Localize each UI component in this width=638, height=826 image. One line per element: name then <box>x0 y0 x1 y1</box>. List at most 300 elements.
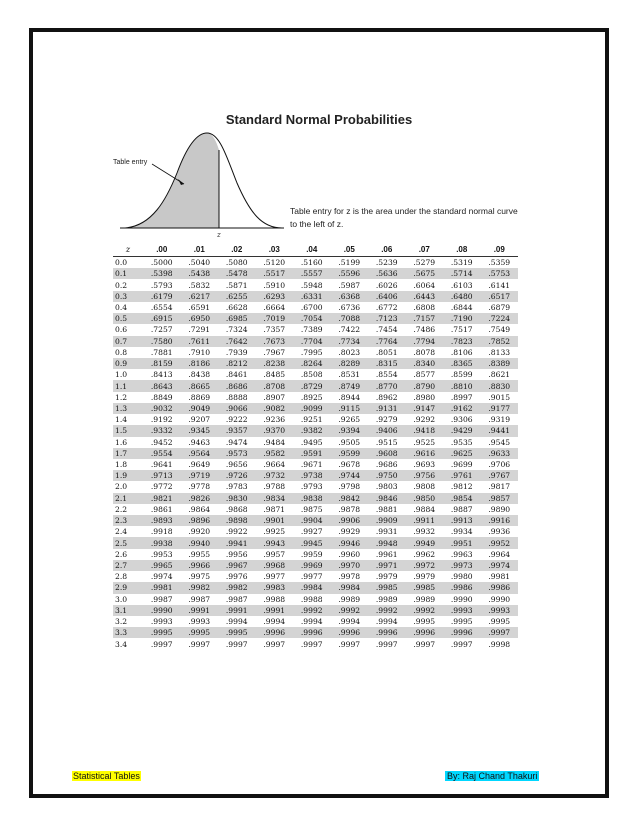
probability-cell: .9997 <box>225 639 248 649</box>
table-row <box>113 605 518 616</box>
probability-cell: .6554 <box>150 302 173 312</box>
z-value-cell: 0.9 <box>113 358 143 369</box>
probability-cell: .5675 <box>406 268 444 279</box>
table-row <box>113 470 518 481</box>
column-header: .05 <box>331 242 369 257</box>
probability-cell: .6772 <box>375 302 398 312</box>
probability-cell: .5832 <box>188 280 211 290</box>
probability-cell: .9713 <box>143 470 181 481</box>
table-row <box>113 313 518 324</box>
probability-cell: .9846 <box>368 493 406 504</box>
probability-cell: .9625 <box>443 448 481 459</box>
probability-cell: .7764 <box>368 336 406 347</box>
probability-cell: .9049 <box>181 403 219 414</box>
probability-cell: .6808 <box>413 302 436 312</box>
probability-cell: .9750 <box>368 470 406 481</box>
probability-cell: .5120 <box>263 258 286 268</box>
probability-cell: .9936 <box>488 527 511 537</box>
table-caption <box>290 205 590 231</box>
probability-cell: .8944 <box>338 392 361 402</box>
probability-cell: .9726 <box>218 470 256 481</box>
probability-cell: .8577 <box>413 370 436 380</box>
probability-cell: .9719 <box>181 470 219 481</box>
probability-cell: .8485 <box>263 370 286 380</box>
probability-cell: .9898 <box>218 515 256 526</box>
probability-cell: .9977 <box>263 572 286 582</box>
probability-cell: .7324 <box>225 325 248 335</box>
z-value-cell: 1.4 <box>115 415 128 425</box>
probability-cell: .9992 <box>331 605 369 616</box>
table-row <box>113 324 518 335</box>
probability-cell: .9279 <box>375 415 398 425</box>
probability-cell: .7910 <box>188 347 211 357</box>
probability-cell: .9535 <box>450 437 473 447</box>
column-header: .01 <box>181 242 219 257</box>
probability-cell: .9990 <box>488 594 511 604</box>
probability-cell: .9881 <box>375 504 398 514</box>
table-row <box>113 279 518 290</box>
probability-cell: .9901 <box>256 515 294 526</box>
probability-cell: .9842 <box>331 493 369 504</box>
probability-cell: .7642 <box>218 336 256 347</box>
probability-cell: .9994 <box>300 617 323 627</box>
probability-cell: .9830 <box>218 493 256 504</box>
z-value-cell: 1.7 <box>113 448 143 459</box>
probability-cell: .9693 <box>413 460 436 470</box>
probability-cell: .9962 <box>413 549 436 559</box>
probability-cell: .9964 <box>488 549 511 559</box>
table-row <box>113 493 518 504</box>
column-header: .06 <box>368 242 406 257</box>
table-row <box>113 627 518 638</box>
probability-cell: .9977 <box>300 572 323 582</box>
probability-cell: .9995 <box>218 627 256 638</box>
table-row <box>113 302 518 313</box>
probability-cell: .9608 <box>368 448 406 459</box>
probability-cell: .9793 <box>300 482 323 492</box>
probability-cell: .7852 <box>481 336 519 347</box>
probability-cell: .9981 <box>488 572 511 582</box>
probability-cell: .7517 <box>450 325 473 335</box>
probability-cell: .9306 <box>450 415 473 425</box>
probability-cell: .9738 <box>293 470 331 481</box>
table-row <box>113 425 518 436</box>
probability-cell: .9920 <box>188 527 211 537</box>
probability-cell: .9992 <box>368 605 406 616</box>
probability-cell: .9951 <box>443 537 481 548</box>
probability-cell: .5040 <box>188 258 211 268</box>
probability-cell: .9998 <box>488 639 511 649</box>
probability-cell: .6368 <box>331 291 369 302</box>
probability-cell: .9515 <box>375 437 398 447</box>
probability-cell: .5319 <box>450 258 473 268</box>
probability-cell: .9980 <box>450 572 473 582</box>
z-value-cell: 2.3 <box>113 515 143 526</box>
probability-cell: .6480 <box>443 291 481 302</box>
table-row <box>113 414 518 425</box>
table-row <box>113 594 518 605</box>
probability-cell: .9959 <box>300 549 323 559</box>
probability-cell: .5398 <box>143 268 181 279</box>
table-row <box>113 291 518 302</box>
probability-cell: .9066 <box>218 403 256 414</box>
probability-cell: .9983 <box>256 582 294 593</box>
probability-cell: .9925 <box>263 527 286 537</box>
probability-cell: .8830 <box>481 380 519 391</box>
probability-cell: .9993 <box>188 617 211 627</box>
z-value-cell: 2.2 <box>115 504 128 514</box>
probability-cell: .9808 <box>413 482 436 492</box>
probability-cell: .9988 <box>300 594 323 604</box>
probability-cell: .9968 <box>256 560 294 571</box>
probability-cell: .9986 <box>443 582 481 593</box>
z-column-header: z <box>113 242 143 257</box>
z-value-cell: 0.0 <box>115 258 128 268</box>
probability-cell: .9961 <box>375 549 398 559</box>
probability-cell: .9207 <box>188 415 211 425</box>
probability-cell: .9929 <box>338 527 361 537</box>
table-row <box>113 380 518 391</box>
probability-cell: .6103 <box>450 280 473 290</box>
z-value-cell: 2.8 <box>115 572 128 582</box>
probability-cell: .9993 <box>443 605 481 616</box>
probability-cell: .9633 <box>481 448 519 459</box>
column-header: .00 <box>143 242 181 257</box>
probability-cell: .9989 <box>375 594 398 604</box>
z-value-cell: 2.6 <box>115 549 128 559</box>
probability-cell: .5199 <box>338 258 361 268</box>
probability-cell: .9987 <box>150 594 173 604</box>
probability-cell: .7881 <box>150 347 173 357</box>
probability-cell: .7224 <box>481 313 519 324</box>
z-value-cell: 1.0 <box>115 370 128 380</box>
probability-cell: .9997 <box>300 639 323 649</box>
z-value-cell: 1.8 <box>115 460 128 470</box>
probability-cell: .7673 <box>256 336 294 347</box>
table-row <box>113 582 518 593</box>
probability-cell: .8264 <box>293 358 331 369</box>
probability-cell: .9997 <box>150 639 173 649</box>
probability-cell: .9978 <box>338 572 361 582</box>
probability-cell: .5080 <box>225 258 248 268</box>
probability-cell: .5714 <box>443 268 481 279</box>
z-value-cell: 0.8 <box>115 347 128 357</box>
probability-cell: .9664 <box>263 460 286 470</box>
probability-cell: .9032 <box>143 403 181 414</box>
probability-cell: .9772 <box>150 482 173 492</box>
probability-cell: .9982 <box>218 582 256 593</box>
table-row <box>113 459 518 470</box>
caption-line-1: Table entry for z is the area under the standard normal curve <box>290 206 518 216</box>
normal-curve-figure <box>112 128 287 240</box>
probability-cell: .8849 <box>150 392 173 402</box>
probability-cell: .7190 <box>443 313 481 324</box>
probability-cell: .9967 <box>218 560 256 571</box>
probability-cell: .5987 <box>338 280 361 290</box>
table-row <box>113 537 518 548</box>
probability-cell: .7422 <box>338 325 361 335</box>
probability-cell: .9996 <box>368 627 406 638</box>
probability-cell: .9706 <box>488 460 511 470</box>
probability-cell: .9997 <box>450 639 473 649</box>
probability-cell: .8212 <box>218 358 256 369</box>
probability-cell: .7357 <box>263 325 286 335</box>
probability-cell: .7939 <box>225 347 248 357</box>
probability-cell: .5279 <box>413 258 436 268</box>
probability-cell: .9861 <box>150 504 173 514</box>
probability-cell: .6879 <box>488 302 511 312</box>
probability-cell: .9744 <box>331 470 369 481</box>
probability-cell: .9131 <box>368 403 406 414</box>
probability-cell: .9147 <box>406 403 444 414</box>
probability-cell: .9941 <box>218 537 256 548</box>
probability-cell: .8770 <box>368 380 406 391</box>
probability-cell: .9788 <box>263 482 286 492</box>
probability-cell: .7257 <box>150 325 173 335</box>
probability-cell: .9429 <box>443 425 481 436</box>
probability-cell: .8340 <box>406 358 444 369</box>
z-value-cell: 1.6 <box>115 437 128 447</box>
probability-cell: .5000 <box>150 258 173 268</box>
probability-cell: .9236 <box>263 415 286 425</box>
probability-cell: .8106 <box>450 347 473 357</box>
z-value-cell: 3.0 <box>115 594 128 604</box>
probability-cell: .9871 <box>263 504 286 514</box>
probability-cell: .8888 <box>225 392 248 402</box>
probability-cell: .9997 <box>413 639 436 649</box>
probability-cell: .8389 <box>481 358 519 369</box>
probability-cell: .9162 <box>443 403 481 414</box>
z-value-cell: 0.3 <box>113 291 143 302</box>
probability-cell: .9945 <box>293 537 331 548</box>
probability-cell: .9854 <box>443 493 481 504</box>
probability-cell: .8686 <box>218 380 256 391</box>
probability-cell: .9756 <box>406 470 444 481</box>
probability-cell: .9222 <box>225 415 248 425</box>
probability-cell: .8051 <box>375 347 398 357</box>
probability-cell: .7549 <box>488 325 511 335</box>
probability-cell: .6026 <box>375 280 398 290</box>
probability-cell: .9699 <box>450 460 473 470</box>
probability-cell: .9474 <box>225 437 248 447</box>
probability-cell: .9826 <box>181 493 219 504</box>
probability-cell: .9976 <box>225 572 248 582</box>
probability-cell: .9904 <box>293 515 331 526</box>
table-row <box>113 549 518 560</box>
caption-line-2: to the left of z. <box>290 219 344 229</box>
probability-cell: .9995 <box>413 617 436 627</box>
probability-cell: .9251 <box>300 415 323 425</box>
probability-cell: .9997 <box>188 639 211 649</box>
probability-cell: .7823 <box>443 336 481 347</box>
table-row <box>113 392 518 403</box>
probability-cell: .7967 <box>263 347 286 357</box>
probability-cell: .9911 <box>406 515 444 526</box>
probability-cell: .9803 <box>375 482 398 492</box>
probability-cell: .9452 <box>150 437 173 447</box>
table-row <box>113 571 518 582</box>
probability-cell: .8980 <box>413 392 436 402</box>
probability-cell: .9878 <box>338 504 361 514</box>
z-value-cell: 3.4 <box>115 639 128 649</box>
probability-cell: .9990 <box>450 594 473 604</box>
probability-cell: .9981 <box>143 582 181 593</box>
probability-cell: .9969 <box>293 560 331 571</box>
probability-cell: .9932 <box>413 527 436 537</box>
probability-cell: .9573 <box>218 448 256 459</box>
probability-cell: .8554 <box>375 370 398 380</box>
probability-cell: .9972 <box>406 560 444 571</box>
z-value-cell: 0.4 <box>115 302 128 312</box>
probability-cell: .5910 <box>263 280 286 290</box>
entry-label: Table entry <box>113 159 148 166</box>
probability-cell: .8621 <box>488 370 511 380</box>
probability-cell: .9956 <box>225 549 248 559</box>
probability-cell: .9319 <box>488 415 511 425</box>
probability-cell: .9988 <box>263 594 286 604</box>
probability-cell: .9985 <box>406 582 444 593</box>
probability-cell: .9975 <box>188 572 211 582</box>
probability-cell: .8531 <box>338 370 361 380</box>
column-header: .03 <box>256 242 294 257</box>
z-value-cell: 0.6 <box>115 325 128 335</box>
probability-cell: .8365 <box>443 358 481 369</box>
z-value-cell: 1.1 <box>113 380 143 391</box>
probability-cell: .6064 <box>413 280 436 290</box>
probability-cell: .9265 <box>338 415 361 425</box>
probability-cell: .8438 <box>188 370 211 380</box>
column-header: .04 <box>293 242 331 257</box>
probability-cell: .9986 <box>481 582 519 593</box>
table-row <box>113 347 518 358</box>
probability-cell: .9783 <box>225 482 248 492</box>
probability-cell: .8078 <box>413 347 436 357</box>
z-value-cell: 3.3 <box>113 627 143 638</box>
probability-cell: .9995 <box>181 627 219 638</box>
probability-cell: .6664 <box>263 302 286 312</box>
z-value-cell: 1.9 <box>113 470 143 481</box>
probability-cell: .9979 <box>375 572 398 582</box>
probability-cell: .8289 <box>331 358 369 369</box>
probability-cell: .8599 <box>450 370 473 380</box>
probability-cell: .9994 <box>338 617 361 627</box>
probability-cell: .9974 <box>150 572 173 582</box>
probability-cell: .8749 <box>331 380 369 391</box>
probability-cell: .9965 <box>143 560 181 571</box>
probability-cell: .7291 <box>188 325 211 335</box>
probability-cell: .9993 <box>150 617 173 627</box>
probability-cell: .5160 <box>300 258 323 268</box>
probability-cell: .9997 <box>375 639 398 649</box>
probability-cell: .9996 <box>331 627 369 638</box>
z-value-cell: 2.7 <box>113 560 143 571</box>
probability-cell: .8133 <box>488 347 511 357</box>
probability-cell: .9989 <box>338 594 361 604</box>
probability-cell: .9732 <box>256 470 294 481</box>
z-value-cell: 1.3 <box>113 403 143 414</box>
probability-cell: .9678 <box>338 460 361 470</box>
probability-cell: .9406 <box>368 425 406 436</box>
probability-cell: .8997 <box>450 392 473 402</box>
probability-cell: .9946 <box>331 537 369 548</box>
probability-cell: .9995 <box>450 617 473 627</box>
z-value-cell: 2.5 <box>113 537 143 548</box>
probability-cell: .9966 <box>181 560 219 571</box>
probability-cell: .8708 <box>256 380 294 391</box>
probability-cell: .9896 <box>181 515 219 526</box>
probability-cell: .9192 <box>150 415 173 425</box>
probability-cell: .6736 <box>338 302 361 312</box>
probability-cell: .9916 <box>481 515 519 526</box>
probability-cell: .9812 <box>450 482 473 492</box>
probability-cell: .9992 <box>406 605 444 616</box>
probability-cell: .9599 <box>331 448 369 459</box>
probability-cell: .6915 <box>143 313 181 324</box>
probability-cell: .9990 <box>143 605 181 616</box>
probability-cell: .9909 <box>368 515 406 526</box>
normal-curve-svg <box>112 128 287 240</box>
z-value-cell: 1.5 <box>113 425 143 436</box>
probability-cell: .6700 <box>300 302 323 312</box>
probability-cell: .9953 <box>150 549 173 559</box>
z-value-cell: 2.1 <box>113 493 143 504</box>
column-header: .08 <box>443 242 481 257</box>
probability-cell: .5239 <box>375 258 398 268</box>
probability-cell: .9484 <box>263 437 286 447</box>
footer-left-label: Statistical Tables <box>73 771 140 781</box>
probability-cell: .8023 <box>338 347 361 357</box>
probability-cell: .9982 <box>181 582 219 593</box>
probability-cell: .9974 <box>481 560 519 571</box>
probability-cell: .7019 <box>256 313 294 324</box>
probability-cell: .6217 <box>181 291 219 302</box>
probability-cell: .9671 <box>300 460 323 470</box>
probability-cell: .9984 <box>331 582 369 593</box>
probability-cell: .7454 <box>375 325 398 335</box>
probability-cell: .8413 <box>150 370 173 380</box>
probability-cell: .9418 <box>406 425 444 436</box>
probability-cell: .9394 <box>331 425 369 436</box>
probability-cell: .8508 <box>300 370 323 380</box>
footer-right-label: By: Raj Chand Thakuri <box>447 771 538 781</box>
probability-cell: .9996 <box>256 627 294 638</box>
probability-cell: .5636 <box>368 268 406 279</box>
table-row <box>113 515 518 526</box>
table-row <box>113 257 518 269</box>
probability-cell: .9554 <box>143 448 181 459</box>
page-title: Standard Normal Probabilities <box>225 112 413 127</box>
probability-cell: .6591 <box>188 302 211 312</box>
probability-cell: .9996 <box>406 627 444 638</box>
probability-cell: .6517 <box>481 291 519 302</box>
probability-cell: .6985 <box>218 313 256 324</box>
probability-cell: .5478 <box>218 268 256 279</box>
probability-cell: .9992 <box>293 605 331 616</box>
probability-cell: .9906 <box>331 515 369 526</box>
probability-cell: .9292 <box>413 415 436 425</box>
probability-cell: .8238 <box>256 358 294 369</box>
probability-cell: .9686 <box>375 460 398 470</box>
probability-cell: .9997 <box>481 627 519 638</box>
probability-cell: .6406 <box>368 291 406 302</box>
probability-cell: .9955 <box>188 549 211 559</box>
probability-cell: .9996 <box>443 627 481 638</box>
table-row <box>113 403 518 414</box>
probability-cell: .6443 <box>406 291 444 302</box>
table-row <box>113 526 518 537</box>
probability-cell: .7580 <box>143 336 181 347</box>
table-row <box>113 560 518 571</box>
